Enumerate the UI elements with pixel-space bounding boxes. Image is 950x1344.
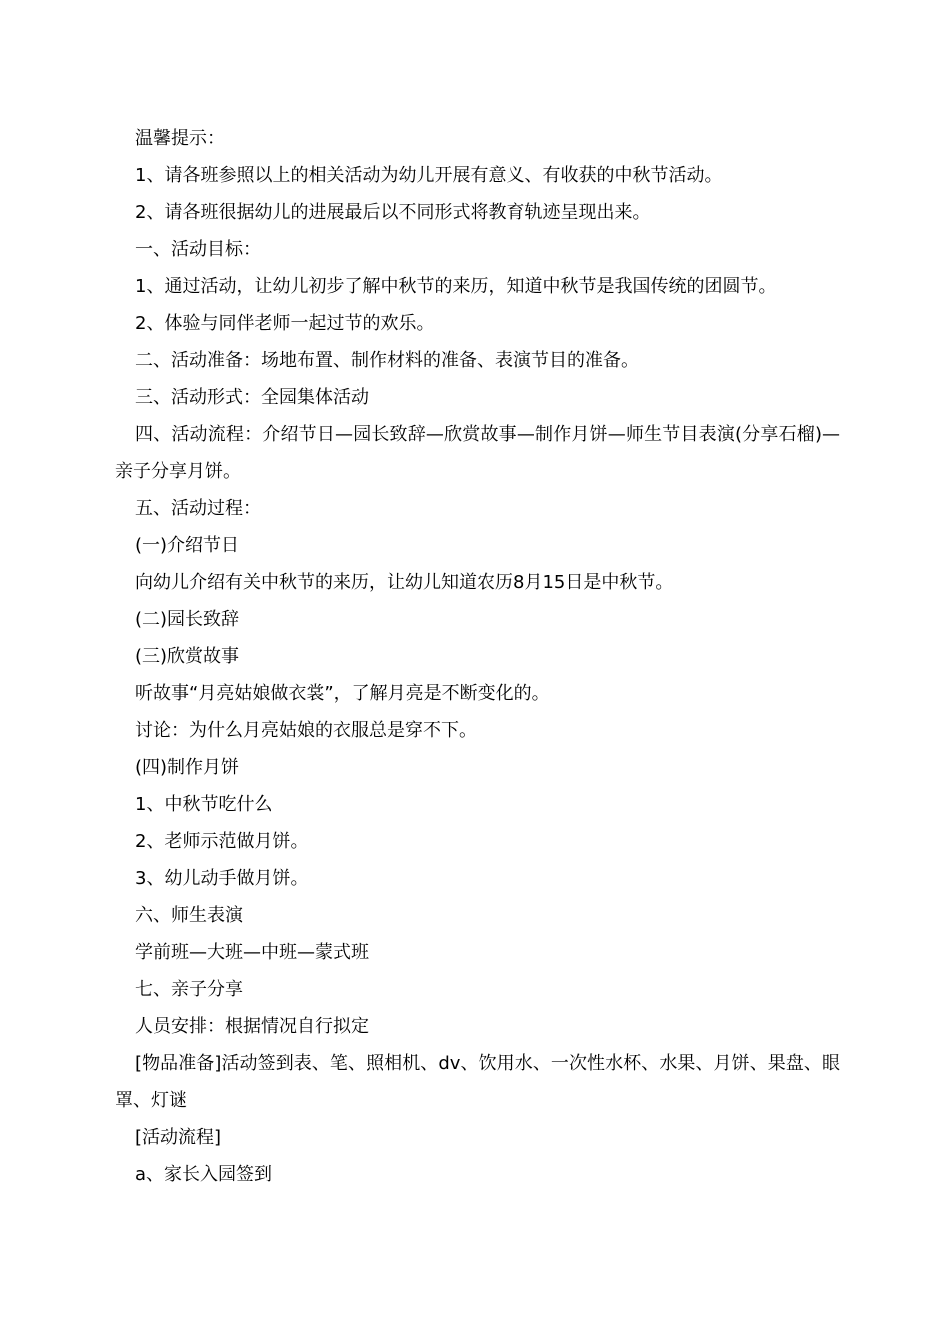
subsection-story: (三)欣赏故事 [135, 646, 240, 667]
mooncake-step-1: 1、中秋节吃什么 [135, 794, 273, 815]
tip-1: 1、请各班参照以上的相关活动为幼儿开展有意义、有收获的中秋节活动。 [135, 165, 723, 186]
subsection-introduce-festival: (一)介绍节日 [135, 535, 240, 556]
subsection-principal-speech: (二)园长致辞 [135, 609, 240, 630]
discussion-text: 讨论：为什么月亮姑娘的衣服总是穿不下。 [135, 720, 477, 741]
section-performance: 六、师生表演 [135, 905, 243, 926]
section-flow: 四、活动流程：介绍节日—园长致辞—欣赏故事—制作月饼—师生节目表演(分享石榴)—亲子分享月饼。 [115, 424, 840, 482]
mooncake-step-3: 3、幼儿动手做月饼。 [135, 868, 309, 889]
subsection-mooncake: (四)制作月饼 [135, 757, 240, 778]
flow-step-a: a、家长入园签到 [135, 1164, 273, 1185]
materials-preparation: [物品准备]活动签到表、笔、照相机、dv、饮用水、一次性水杯、水果、月饼、果盘、眼罩、灯谜 [115, 1053, 840, 1111]
mooncake-step-2: 2、老师示范做月饼。 [135, 831, 309, 852]
introduce-festival-text: 向幼儿介绍有关中秋节的来历，让幼儿知道农历8月15日是中秋节。 [135, 572, 674, 593]
document-body [115, 120, 840, 1193]
section-process-heading: 五、活动过程： [135, 498, 261, 519]
performance-order: 学前班—大班—中班—蒙式班 [135, 942, 369, 963]
tip-2: 2、请各班很据幼儿的进展最后以不同形式将教育轨迹呈现出来。 [135, 202, 651, 223]
staff-arrangement: 人员安排：根据情况自行拟定 [135, 1016, 369, 1037]
section-parent-child-sharing: 七、亲子分享 [135, 979, 243, 1000]
section-preparation: 二、活动准备：场地布置、制作材料的准备、表演节目的准备。 [135, 350, 639, 371]
warm-tips-heading: 温馨提示： [135, 128, 225, 149]
section-format: 三、活动形式：全园集体活动 [135, 387, 369, 408]
section-goals-heading: 一、活动目标： [135, 239, 261, 260]
activity-flow-heading: [活动流程] [135, 1127, 222, 1148]
goal-2: 2、体验与同伴老师一起过节的欢乐。 [135, 313, 435, 334]
goal-1: 1、通过活动，让幼儿初步了解中秋节的来历，知道中秋节是我国传统的团圆节。 [135, 276, 777, 297]
story-text: 听故事“月亮姑娘做衣裳”，了解月亮是不断变化的。 [135, 683, 550, 704]
